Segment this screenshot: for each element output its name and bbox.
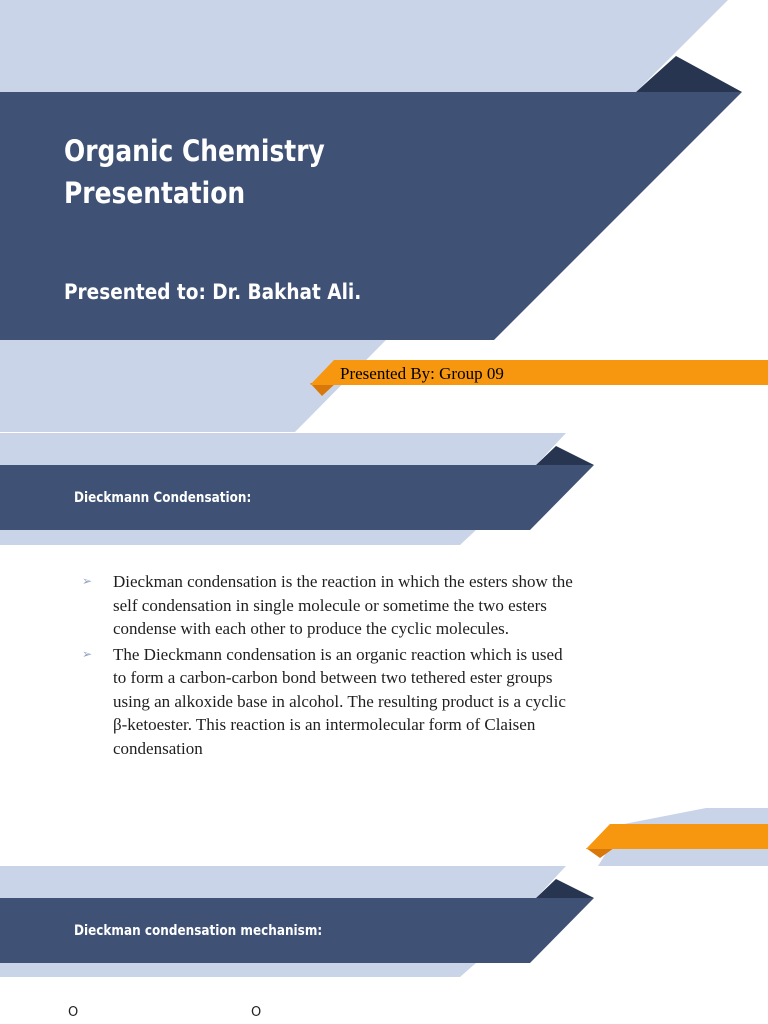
list-item (80, 643, 580, 761)
section-heading-mechanism: Dieckman condensation mechanism: (74, 923, 323, 939)
presented-to-text: Presented to: Dr. Bakhat Ali. (64, 280, 362, 304)
oxygen-atom-label: O (251, 1005, 262, 1020)
section1-bottom-light-band (0, 530, 476, 545)
title-line-1: Organic Chemistry (64, 134, 325, 168)
title-line-2: Presentation (64, 176, 246, 210)
side-ribbon (586, 824, 768, 849)
title-light-band (0, 0, 728, 92)
bullet-list (80, 570, 580, 762)
arrow-bullet-icon: ➢ (82, 646, 93, 661)
list-item (80, 570, 580, 641)
section2-bottom-light-band (0, 963, 476, 977)
section-heading-dieckmann: Dieckmann Condensation: (74, 490, 252, 506)
presented-by-text: Presented By: Group 09 (340, 364, 504, 383)
oxygen-atom-label: O (68, 1005, 79, 1020)
arrow-bullet-icon: ➢ (82, 574, 93, 588)
section1-top-light-band (0, 433, 566, 465)
section2-top-light-band (0, 866, 566, 898)
presentation-title (64, 130, 425, 214)
bullet-text: The Dieckmann condensation is an organic reaction which is used to form a carbon-carbon bond between two tethered ester groups using an alkoxide base in alcohol. The resulting product is a cyclic β-ketoester. This reaction is an intermolecular form of Claisen condensation (113, 644, 566, 758)
bullet-text: Dieckman condensation is the reaction in which the esters show the self condensation in single molecule or sometime the two esters condense with each other to produce the cyclic molecules. (113, 572, 573, 638)
